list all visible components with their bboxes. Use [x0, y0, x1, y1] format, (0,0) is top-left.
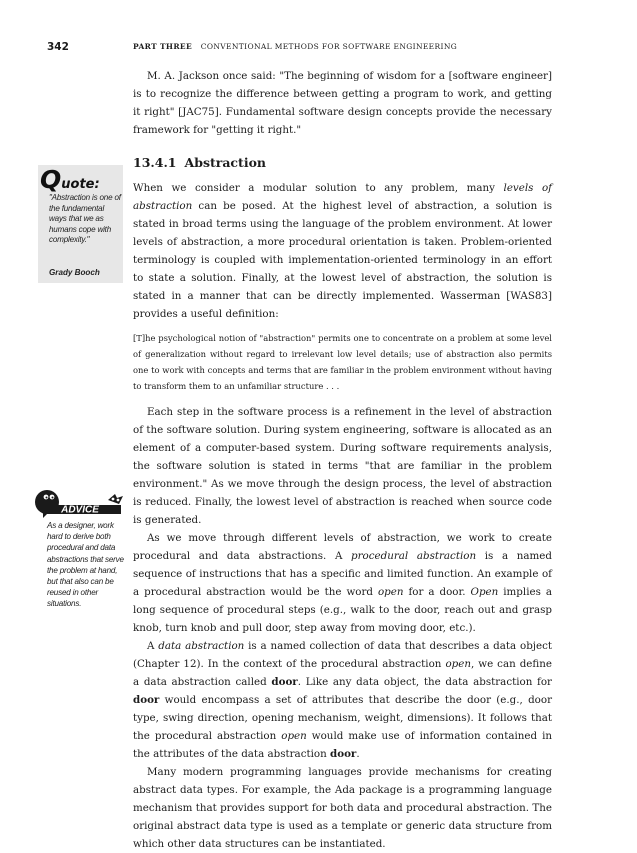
- para4-text-e: , we can define a data abstraction called: [133, 658, 552, 688]
- quote-title: [40, 165, 100, 194]
- running-head: [133, 42, 457, 51]
- para4-italic-open-2: open: [281, 730, 307, 742]
- para4-text-g: . Like any data object, the data abstraction for: [297, 676, 552, 688]
- para3-italic-open-2: Open: [470, 586, 499, 598]
- para3-italic-open: open: [377, 586, 404, 598]
- abstraction-paragraph-1: [133, 179, 552, 323]
- para1-text-c: can be posed. At the highest level of abstraction, a solution is stated in broad terms using the language of the problem environment. At lower levels of abstraction, a more procedural orientation is taken. Problem-oriented terminology is coupled with implementation-oriented terminology in an effort to state a solution. Finally, at the lowest level of abstraction, the solution is stated in a manner that can be directly implemented. Wasserman [WAS83] provides a useful definition:: [133, 200, 552, 320]
- quote-big-letter: Q: [40, 165, 62, 194]
- para4-italic-open: open: [445, 658, 471, 670]
- para4-bold-door-3: door: [330, 748, 357, 760]
- para3-text-e: for a door.: [403, 586, 471, 598]
- main-text-column: [133, 67, 552, 853]
- advice-text: As a designer, work hard to derive both procedural and data abstractions that serve the problem at hand, but that also can be reused in other situations.: [47, 521, 124, 609]
- advice-label: ADVICE: [61, 504, 99, 516]
- intro-paragraph: M. A. Jackson once said: "The beginning of wisdom for a [software engineer] is to recognize the difference between getting a program to work, and getting it right" [JAC75]. Fundamental software design concepts provide the necessary framework for "getting it right.": [133, 70, 552, 136]
- margin-quote-box: [38, 165, 123, 283]
- section-heading: [133, 155, 552, 171]
- section-number: 13.4.1: [133, 155, 177, 170]
- abstraction-paragraph-2: Each step in the software process is a refinement in the level of abstraction of the software solution. During system engineering, software is allocated as an element of a computer-based system. During software requirements analysis, the software solution is stated in terms "that are familiar in the problem environment." As we move through the design process, the level of abstraction is reduced. Finally, the lowest level of abstraction is reached when source code is generated.: [133, 406, 552, 526]
- para4-bold-door: door: [271, 676, 298, 688]
- para4-text-a: A: [147, 640, 159, 652]
- abstraction-paragraph-5: Many modern programming languages provide mechanisms for creating abstract data types. For example, the Ada package is a programming language mechanism that provides support for both data and procedural abstraction. The original abstract data type is used as a template or generic data structure from which other data structures can be instantiated.: [133, 766, 552, 850]
- page-number: 342: [47, 41, 69, 53]
- para3-text-c: is a named sequence of instructions that has a specific and limited function. An example of a procedural abstraction would be the word: [133, 550, 552, 598]
- para4-text-k: would make use of information contained in the attributes of the data abstraction: [133, 730, 552, 760]
- quote-text: "Abstraction is one of the fundamental ways that we as humans cope with complexity.": [49, 193, 121, 244]
- part-label: PART THREE: [133, 42, 193, 51]
- para4-bold-door-2: door: [133, 694, 160, 706]
- para1-text-a: When we consider a modular solution to any problem, many: [133, 182, 504, 194]
- para4-text-m: .: [356, 748, 360, 760]
- para3-italic-procedural-abstraction: procedural abstraction: [351, 550, 477, 562]
- abstraction-paragraph-3: [133, 529, 552, 637]
- quote-title-rest: uote:: [61, 177, 100, 192]
- abstraction-paragraph-4: [133, 637, 552, 763]
- para4-text-c: is a named collection of data that describes a data object (Chapter 12). In the context of the procedural abstraction: [133, 640, 552, 670]
- para3-text-a: As we move through different levels of abstraction, we work to create procedural and data abstractions. A: [133, 532, 552, 562]
- quote-author: Grady Booch: [49, 268, 100, 277]
- advice-icon: [33, 490, 129, 518]
- para4-text-i: would encompass a set of attributes that describe the door (e.g., door type, swing direction, opening mechanism, weight, dimensions). It follows that the procedural abstraction: [133, 694, 552, 742]
- para4-italic-data-abstraction: data abstraction: [158, 640, 245, 652]
- para1-italic-term: levels of abstraction: [133, 182, 552, 212]
- part-title: CONVENTIONAL METHODS FOR SOFTWARE ENGINEERING: [200, 42, 458, 51]
- section-title: Abstraction: [184, 155, 266, 170]
- para3-text-g: implies a long sequence of procedural steps (e.g., walk to the door, reach out and grasp knob, turn knob and pull door, step away from moving door, etc.).: [133, 586, 552, 634]
- wasserman-block-quote: [T]he psychological notion of "abstraction" permits one to concentrate on a problem at some level of generalization without regard to irrelevant low level details; use of abstraction also permits one to work with concepts and terms that are familiar in the problem environment without having to transform them to an unfamiliar structure . . .: [133, 333, 552, 391]
